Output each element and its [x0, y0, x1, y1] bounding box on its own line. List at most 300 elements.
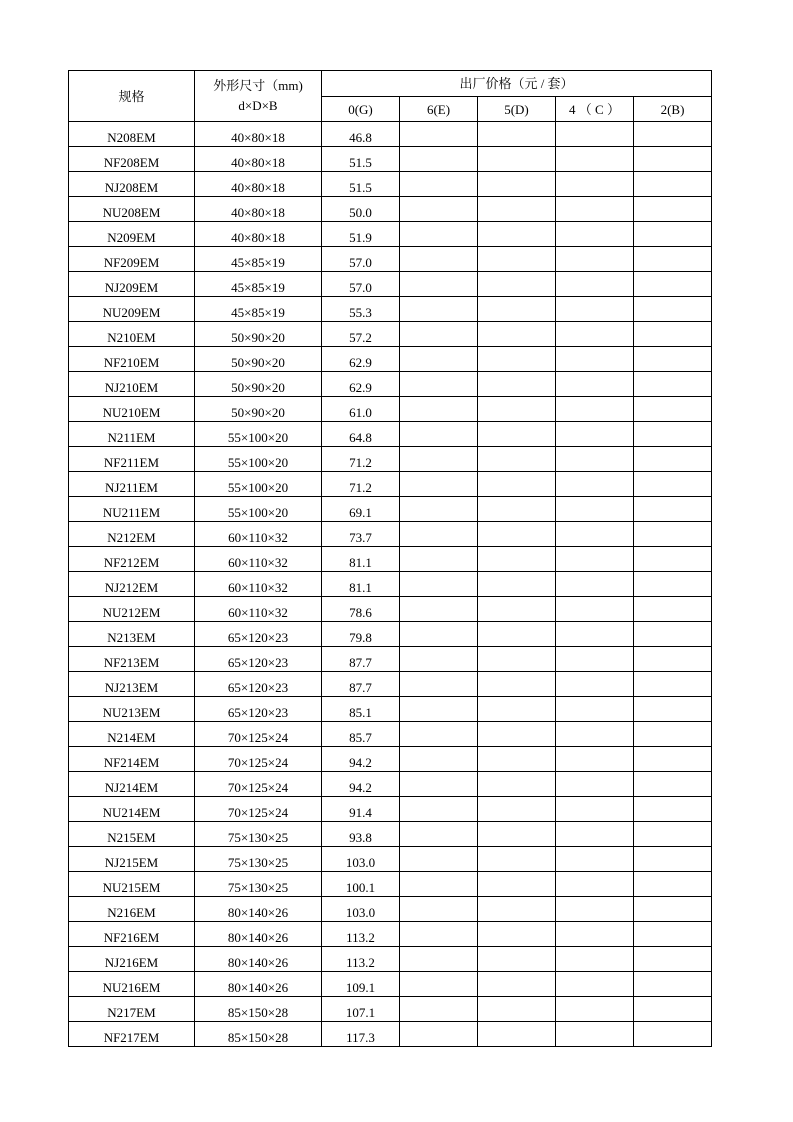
price-g2-cell — [634, 472, 712, 497]
price-g2-cell — [634, 797, 712, 822]
price-g2-cell — [634, 172, 712, 197]
model-cell: NU214EM — [69, 797, 195, 822]
model-cell: NF214EM — [69, 747, 195, 772]
dims-cell: 40×80×18 — [195, 147, 322, 172]
price-g0-cell: 69.1 — [322, 497, 400, 522]
dims-cell: 60×110×32 — [195, 522, 322, 547]
table-row — [69, 322, 712, 347]
price-g4-cell — [556, 372, 634, 397]
price-g5-cell — [478, 797, 556, 822]
grade-header: 6(E) — [400, 97, 478, 122]
price-g5-cell — [478, 622, 556, 647]
dims-cell: 50×90×20 — [195, 347, 322, 372]
price-g5-cell — [478, 522, 556, 547]
dims-cell: 70×125×24 — [195, 722, 322, 747]
price-g2-cell — [634, 247, 712, 272]
price-g4-cell — [556, 747, 634, 772]
table-row — [69, 997, 712, 1022]
price-g6-cell — [400, 247, 478, 272]
price-g0-cell: 71.2 — [322, 447, 400, 472]
dims-cell: 55×100×20 — [195, 472, 322, 497]
model-cell: NU210EM — [69, 397, 195, 422]
dims-cell: 55×100×20 — [195, 497, 322, 522]
table-row — [69, 872, 712, 897]
model-cell: N211EM — [69, 422, 195, 447]
price-g4-cell — [556, 347, 634, 372]
price-g6-cell — [400, 722, 478, 747]
price-g6-cell — [400, 372, 478, 397]
price-g2-cell — [634, 372, 712, 397]
price-g2-cell — [634, 747, 712, 772]
price-group-header: 出厂价格（元 / 套） — [322, 71, 712, 97]
price-g2-cell — [634, 322, 712, 347]
price-g5-cell — [478, 372, 556, 397]
price-g0-cell: 57.2 — [322, 322, 400, 347]
price-g5-cell — [478, 347, 556, 372]
dims-cell: 45×85×19 — [195, 272, 322, 297]
price-g2-cell — [634, 822, 712, 847]
price-g2-cell — [634, 397, 712, 422]
table-row — [69, 497, 712, 522]
model-cell: NF208EM — [69, 147, 195, 172]
price-g4-cell — [556, 397, 634, 422]
price-g4-cell — [556, 972, 634, 997]
price-g6-cell — [400, 497, 478, 522]
price-g4-cell — [556, 197, 634, 222]
price-g4-cell — [556, 122, 634, 147]
price-g2-cell — [634, 897, 712, 922]
price-g0-cell: 87.7 — [322, 647, 400, 672]
price-g0-cell: 93.8 — [322, 822, 400, 847]
table-row — [69, 197, 712, 222]
price-g2-cell — [634, 772, 712, 797]
price-g5-cell — [478, 747, 556, 772]
price-g4-cell — [556, 772, 634, 797]
price-g0-cell: 62.9 — [322, 347, 400, 372]
dims-cell: 65×120×23 — [195, 697, 322, 722]
price-g5-cell — [478, 297, 556, 322]
dims-cell: 70×125×24 — [195, 797, 322, 822]
price-g6-cell — [400, 547, 478, 572]
table-row — [69, 697, 712, 722]
dims-header-line1: 外形尺寸（mm) — [213, 78, 303, 93]
dims-cell: 80×140×26 — [195, 922, 322, 947]
price-g6-cell — [400, 122, 478, 147]
table-row — [69, 247, 712, 272]
table-row — [69, 572, 712, 597]
price-g2-cell — [634, 647, 712, 672]
price-g5-cell — [478, 397, 556, 422]
dims-cell: 40×80×18 — [195, 197, 322, 222]
dims-cell: 75×130×25 — [195, 872, 322, 897]
dims-cell: 45×85×19 — [195, 297, 322, 322]
price-g2-cell — [634, 597, 712, 622]
model-cell: NJ215EM — [69, 847, 195, 872]
dims-cell: 65×120×23 — [195, 622, 322, 647]
grade-header: 5(D) — [478, 97, 556, 122]
price-g6-cell — [400, 622, 478, 647]
price-g6-cell — [400, 522, 478, 547]
price-g0-cell: 85.7 — [322, 722, 400, 747]
price-g2-cell — [634, 447, 712, 472]
dims-cell: 75×130×25 — [195, 822, 322, 847]
table-row — [69, 147, 712, 172]
table-row — [69, 822, 712, 847]
table-row — [69, 972, 712, 997]
table-row — [69, 897, 712, 922]
price-g6-cell — [400, 972, 478, 997]
model-cell: NJ213EM — [69, 672, 195, 697]
price-g4-cell — [556, 322, 634, 347]
price-g0-cell: 71.2 — [322, 472, 400, 497]
price-g4-cell — [556, 297, 634, 322]
price-g2-cell — [634, 847, 712, 872]
spec-header: 规格 — [69, 71, 195, 122]
table-row — [69, 422, 712, 447]
price-g6-cell — [400, 272, 478, 297]
price-g0-cell: 94.2 — [322, 747, 400, 772]
price-g4-cell — [556, 722, 634, 747]
model-cell: NU212EM — [69, 597, 195, 622]
price-g2-cell — [634, 547, 712, 572]
price-g0-cell: 51.5 — [322, 172, 400, 197]
price-g5-cell — [478, 1022, 556, 1047]
price-g4-cell — [556, 597, 634, 622]
price-g4-cell — [556, 622, 634, 647]
dims-cell: 55×100×20 — [195, 422, 322, 447]
table-row — [69, 922, 712, 947]
price-g2-cell — [634, 1022, 712, 1047]
price-g4-cell — [556, 247, 634, 272]
model-cell: NF213EM — [69, 647, 195, 672]
table-body — [69, 122, 712, 1047]
price-g4-cell — [556, 647, 634, 672]
model-cell: NU211EM — [69, 497, 195, 522]
price-g0-cell: 64.8 — [322, 422, 400, 447]
price-g6-cell — [400, 472, 478, 497]
price-g6-cell — [400, 947, 478, 972]
dims-cell: 60×110×32 — [195, 572, 322, 597]
price-g5-cell — [478, 772, 556, 797]
price-g4-cell — [556, 422, 634, 447]
dims-header-line2: d×D×B — [238, 98, 278, 113]
model-cell: NF212EM — [69, 547, 195, 572]
model-cell: NF210EM — [69, 347, 195, 372]
price-g0-cell: 113.2 — [322, 922, 400, 947]
price-g0-cell: 91.4 — [322, 797, 400, 822]
price-g0-cell: 117.3 — [322, 1022, 400, 1047]
price-g0-cell: 103.0 — [322, 897, 400, 922]
price-g2-cell — [634, 297, 712, 322]
price-g5-cell — [478, 872, 556, 897]
price-g6-cell — [400, 847, 478, 872]
table-row — [69, 747, 712, 772]
price-g6-cell — [400, 922, 478, 947]
price-g0-cell: 85.1 — [322, 697, 400, 722]
dims-cell: 55×100×20 — [195, 447, 322, 472]
table-row — [69, 622, 712, 647]
table-row — [69, 122, 712, 147]
price-g5-cell — [478, 247, 556, 272]
price-g0-cell: 61.0 — [322, 397, 400, 422]
price-g6-cell — [400, 647, 478, 672]
price-g0-cell: 81.1 — [322, 547, 400, 572]
price-g2-cell — [634, 147, 712, 172]
model-cell: NJ209EM — [69, 272, 195, 297]
table-row — [69, 172, 712, 197]
price-g5-cell — [478, 972, 556, 997]
price-g5-cell — [478, 597, 556, 622]
table-row — [69, 722, 712, 747]
price-g2-cell — [634, 422, 712, 447]
model-cell: NU208EM — [69, 197, 195, 222]
price-g0-cell: 50.0 — [322, 197, 400, 222]
price-g0-cell: 46.8 — [322, 122, 400, 147]
price-g0-cell: 78.6 — [322, 597, 400, 622]
price-g2-cell — [634, 572, 712, 597]
price-g0-cell: 107.1 — [322, 997, 400, 1022]
price-g4-cell — [556, 872, 634, 897]
model-cell: N210EM — [69, 322, 195, 347]
price-g5-cell — [478, 822, 556, 847]
price-g2-cell — [634, 122, 712, 147]
price-g2-cell — [634, 497, 712, 522]
price-g6-cell — [400, 672, 478, 697]
price-g5-cell — [478, 572, 556, 597]
price-g5-cell — [478, 922, 556, 947]
model-cell: N216EM — [69, 897, 195, 922]
dims-cell: 40×80×18 — [195, 122, 322, 147]
price-g5-cell — [478, 197, 556, 222]
price-g0-cell: 79.8 — [322, 622, 400, 647]
model-cell: NU215EM — [69, 872, 195, 897]
price-g4-cell — [556, 272, 634, 297]
dims-cell: 65×120×23 — [195, 647, 322, 672]
price-g5-cell — [478, 647, 556, 672]
dims-cell: 50×90×20 — [195, 397, 322, 422]
price-g6-cell — [400, 197, 478, 222]
price-table — [68, 70, 712, 1047]
table-row — [69, 772, 712, 797]
price-g5-cell — [478, 672, 556, 697]
model-cell: NJ208EM — [69, 172, 195, 197]
dims-cell: 80×140×26 — [195, 897, 322, 922]
price-g4-cell — [556, 997, 634, 1022]
price-g4-cell — [556, 897, 634, 922]
price-g5-cell — [478, 147, 556, 172]
price-g5-cell — [478, 847, 556, 872]
table-row — [69, 847, 712, 872]
price-g5-cell — [478, 122, 556, 147]
table-row — [69, 297, 712, 322]
price-g6-cell — [400, 797, 478, 822]
dims-cell: 70×125×24 — [195, 747, 322, 772]
dims-cell: 60×110×32 — [195, 547, 322, 572]
dims-cell: 75×130×25 — [195, 847, 322, 872]
grade-header: 0(G) — [322, 97, 400, 122]
price-g4-cell — [556, 1022, 634, 1047]
price-g2-cell — [634, 222, 712, 247]
price-g0-cell: 57.0 — [322, 272, 400, 297]
price-g5-cell — [478, 272, 556, 297]
price-g2-cell — [634, 872, 712, 897]
price-g0-cell: 57.0 — [322, 247, 400, 272]
price-g6-cell — [400, 422, 478, 447]
table-row — [69, 222, 712, 247]
price-g2-cell — [634, 922, 712, 947]
table-row — [69, 347, 712, 372]
price-g5-cell — [478, 897, 556, 922]
dims-cell: 60×110×32 — [195, 597, 322, 622]
model-cell: N209EM — [69, 222, 195, 247]
price-g2-cell — [634, 697, 712, 722]
price-g2-cell — [634, 197, 712, 222]
price-g0-cell: 100.1 — [322, 872, 400, 897]
model-cell: NJ211EM — [69, 472, 195, 497]
model-cell: N208EM — [69, 122, 195, 147]
grade-header: 4 （ C ） — [556, 97, 634, 122]
price-g6-cell — [400, 222, 478, 247]
price-g0-cell: 62.9 — [322, 372, 400, 397]
model-cell: NJ212EM — [69, 572, 195, 597]
price-g4-cell — [556, 947, 634, 972]
table-row — [69, 372, 712, 397]
price-g6-cell — [400, 872, 478, 897]
model-cell: N214EM — [69, 722, 195, 747]
table-row — [69, 547, 712, 572]
price-g4-cell — [556, 222, 634, 247]
price-g0-cell: 94.2 — [322, 772, 400, 797]
price-g5-cell — [478, 697, 556, 722]
price-g6-cell — [400, 772, 478, 797]
price-g6-cell — [400, 172, 478, 197]
model-cell: NU213EM — [69, 697, 195, 722]
dims-cell: 40×80×18 — [195, 222, 322, 247]
price-g2-cell — [634, 972, 712, 997]
dims-cell: 85×150×28 — [195, 1022, 322, 1047]
table-row — [69, 647, 712, 672]
price-g6-cell — [400, 397, 478, 422]
price-g5-cell — [478, 322, 556, 347]
table-row — [69, 597, 712, 622]
price-g6-cell — [400, 822, 478, 847]
dims-cell: 80×140×26 — [195, 972, 322, 997]
price-g6-cell — [400, 447, 478, 472]
price-g2-cell — [634, 347, 712, 372]
price-g5-cell — [478, 172, 556, 197]
table-row — [69, 672, 712, 697]
model-cell: NF209EM — [69, 247, 195, 272]
model-cell: N217EM — [69, 997, 195, 1022]
price-g0-cell: 109.1 — [322, 972, 400, 997]
model-cell: NJ210EM — [69, 372, 195, 397]
price-g0-cell: 51.9 — [322, 222, 400, 247]
model-cell: NU209EM — [69, 297, 195, 322]
price-g0-cell: 87.7 — [322, 672, 400, 697]
price-g5-cell — [478, 472, 556, 497]
price-g4-cell — [556, 922, 634, 947]
price-g4-cell — [556, 822, 634, 847]
dims-cell: 50×90×20 — [195, 372, 322, 397]
price-g6-cell — [400, 147, 478, 172]
dims-cell: 70×125×24 — [195, 772, 322, 797]
model-cell: NF216EM — [69, 922, 195, 947]
price-g6-cell — [400, 1022, 478, 1047]
price-g4-cell — [556, 472, 634, 497]
dims-cell: 85×150×28 — [195, 997, 322, 1022]
price-g4-cell — [556, 147, 634, 172]
price-g0-cell: 73.7 — [322, 522, 400, 547]
table-row — [69, 272, 712, 297]
table-row — [69, 522, 712, 547]
model-cell: N215EM — [69, 822, 195, 847]
price-g0-cell: 81.1 — [322, 572, 400, 597]
price-g4-cell — [556, 547, 634, 572]
table-row — [69, 472, 712, 497]
price-g0-cell: 113.2 — [322, 947, 400, 972]
dims-cell: 65×120×23 — [195, 672, 322, 697]
price-g5-cell — [478, 422, 556, 447]
dims-cell: 80×140×26 — [195, 947, 322, 972]
price-g4-cell — [556, 172, 634, 197]
price-g4-cell — [556, 847, 634, 872]
table-row — [69, 447, 712, 472]
price-g5-cell — [478, 547, 556, 572]
price-g5-cell — [478, 947, 556, 972]
model-cell: NJ214EM — [69, 772, 195, 797]
price-g6-cell — [400, 597, 478, 622]
table-row — [69, 797, 712, 822]
price-g6-cell — [400, 997, 478, 1022]
price-g4-cell — [556, 497, 634, 522]
price-g4-cell — [556, 447, 634, 472]
price-g5-cell — [478, 997, 556, 1022]
price-g2-cell — [634, 722, 712, 747]
model-cell: NF217EM — [69, 1022, 195, 1047]
price-g0-cell: 51.5 — [322, 147, 400, 172]
price-g2-cell — [634, 272, 712, 297]
price-g0-cell: 55.3 — [322, 297, 400, 322]
price-g6-cell — [400, 297, 478, 322]
price-g6-cell — [400, 322, 478, 347]
price-g5-cell — [478, 222, 556, 247]
price-g4-cell — [556, 672, 634, 697]
price-g4-cell — [556, 572, 634, 597]
price-g2-cell — [634, 672, 712, 697]
price-g6-cell — [400, 697, 478, 722]
price-g4-cell — [556, 697, 634, 722]
price-g4-cell — [556, 797, 634, 822]
dims-cell: 40×80×18 — [195, 172, 322, 197]
model-cell: N212EM — [69, 522, 195, 547]
price-g6-cell — [400, 572, 478, 597]
table-row — [69, 947, 712, 972]
dims-header — [195, 71, 322, 122]
price-g0-cell: 103.0 — [322, 847, 400, 872]
price-g5-cell — [478, 722, 556, 747]
price-g6-cell — [400, 747, 478, 772]
price-g2-cell — [634, 947, 712, 972]
table-row — [69, 397, 712, 422]
dims-cell: 50×90×20 — [195, 322, 322, 347]
model-cell: NF211EM — [69, 447, 195, 472]
price-g5-cell — [478, 447, 556, 472]
model-cell: NU216EM — [69, 972, 195, 997]
grade-header: 2(B) — [634, 97, 712, 122]
model-cell: NJ216EM — [69, 947, 195, 972]
price-g4-cell — [556, 522, 634, 547]
price-g2-cell — [634, 997, 712, 1022]
